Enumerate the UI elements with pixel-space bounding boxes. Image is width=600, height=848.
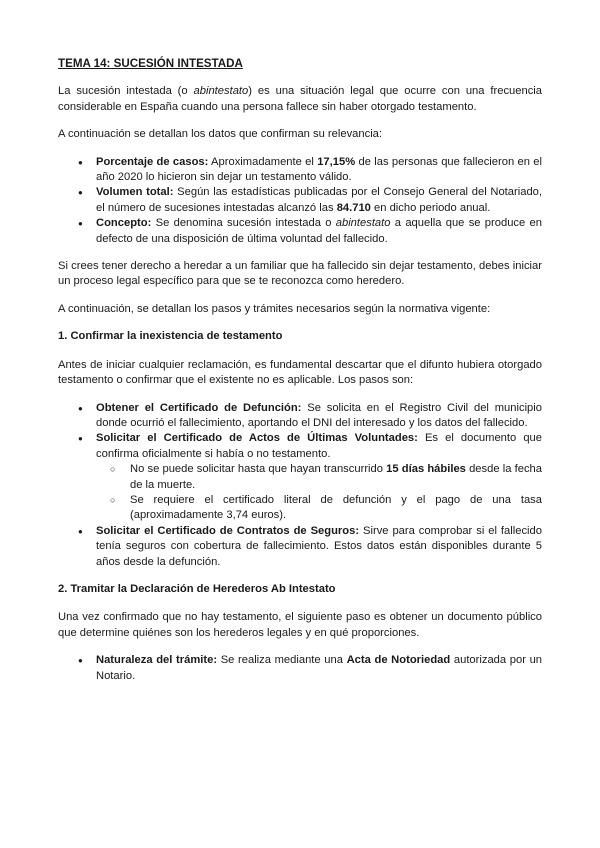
sub-list-item: ○ No se puede solicitar hasta que hayan transcurrido 15 días hábiles desde la fecha de la muerte. bbox=[96, 462, 542, 493]
sub-list-item: ○ Se requiere el certificado literal de defunción y el pago de una tasa (aproximadamente 3,74 euros). bbox=[96, 493, 542, 524]
section-2-list bbox=[58, 653, 542, 684]
list-item: ● Solicitar el Certificado de Actos de Últimas Voluntades: Es el documento que confirma oficialmente si había o no testamento. ○ No se puede solicitar hasta que hayan transcurrido 15 días hábiles desde la fecha de la muerte. ○ Se requiere el certificado literal de defunción y el pago de una tasa (aproximadamente 3,74 euros). bbox=[58, 431, 542, 523]
intro-paragraph: La sucesión intestada (o abintestato) es una situación legal que ocurre con una frecuencia considerable en España cuando una persona fallece sin haber otorgado testamento. bbox=[58, 85, 543, 113]
section-2-heading: 2. Tramitar la Declaración de Herederos Ab Intestato bbox=[58, 582, 336, 595]
section-2-paragraph: Una vez confirmado que no hay testamento, el siguiente paso es obtener un documento público que determine quiénes son los herederos legales y en qué proporciones. bbox=[58, 611, 542, 639]
list-item: ● Obtener el Certificado de Defunción: Se solicita en el Registro Civil del municipio donde ocurrió el fallecimiento, aportando el DNI del interesado y los datos del fallecido. bbox=[58, 401, 542, 432]
list-item: ● Porcentaje de casos: Aproximadamente el 17,15% de las personas que fallecieron en el año 2020 lo hicieron sin dejar un testamento válido. bbox=[58, 155, 542, 186]
steps-intro: A continuación, se detallan los pasos y trámites necesarios según la normativa vigente: bbox=[58, 302, 491, 315]
relevance-intro: A continuación se detallan los datos que confirman su relevancia: bbox=[58, 128, 383, 141]
sub-list bbox=[96, 462, 542, 524]
section-1-list bbox=[58, 401, 542, 570]
right-paragraph: Si crees tener derecho a heredar a un familiar que ha fallecido sin dejar testamento, debes iniciar un proceso legal específico para que se te reconozca como heredero. bbox=[58, 260, 542, 288]
page-title: TEMA 14: SUCESIÓN INTESTADA bbox=[58, 57, 243, 70]
list-item: ● Naturaleza del trámite: Se realiza mediante una Acta de Notoriedad autorizada por un Notario. bbox=[58, 653, 542, 684]
list-item: ● Concepto: Se denomina sucesión intestada o abintestato a aquella que se produce en defecto de una disposición de última voluntad del fallecido. bbox=[58, 216, 542, 247]
document-page bbox=[58, 56, 542, 696]
list-item: ● Solicitar el Certificado de Contratos de Seguros: Sirve para comprobar si el fallecido tenía seguros con cobertura de fallecimiento. Estos datos están disponibles durante 5 años desde la defunción. bbox=[58, 524, 542, 570]
list-item: ● Volumen total: Según las estadísticas publicadas por el Consejo General del Notariado, el número de sucesiones intestadas alcanzó las 84.710 en dicho periodo anual. bbox=[58, 185, 542, 216]
section-1-heading: 1. Confirmar la inexistencia de testamento bbox=[58, 330, 283, 343]
relevance-list bbox=[58, 155, 542, 247]
section-1-paragraph: Antes de iniciar cualquier reclamación, es fundamental descartar que el difunto hubiera otorgado testamento o confirmar que el existente no es aplicable. Los pasos son: bbox=[58, 358, 542, 387]
